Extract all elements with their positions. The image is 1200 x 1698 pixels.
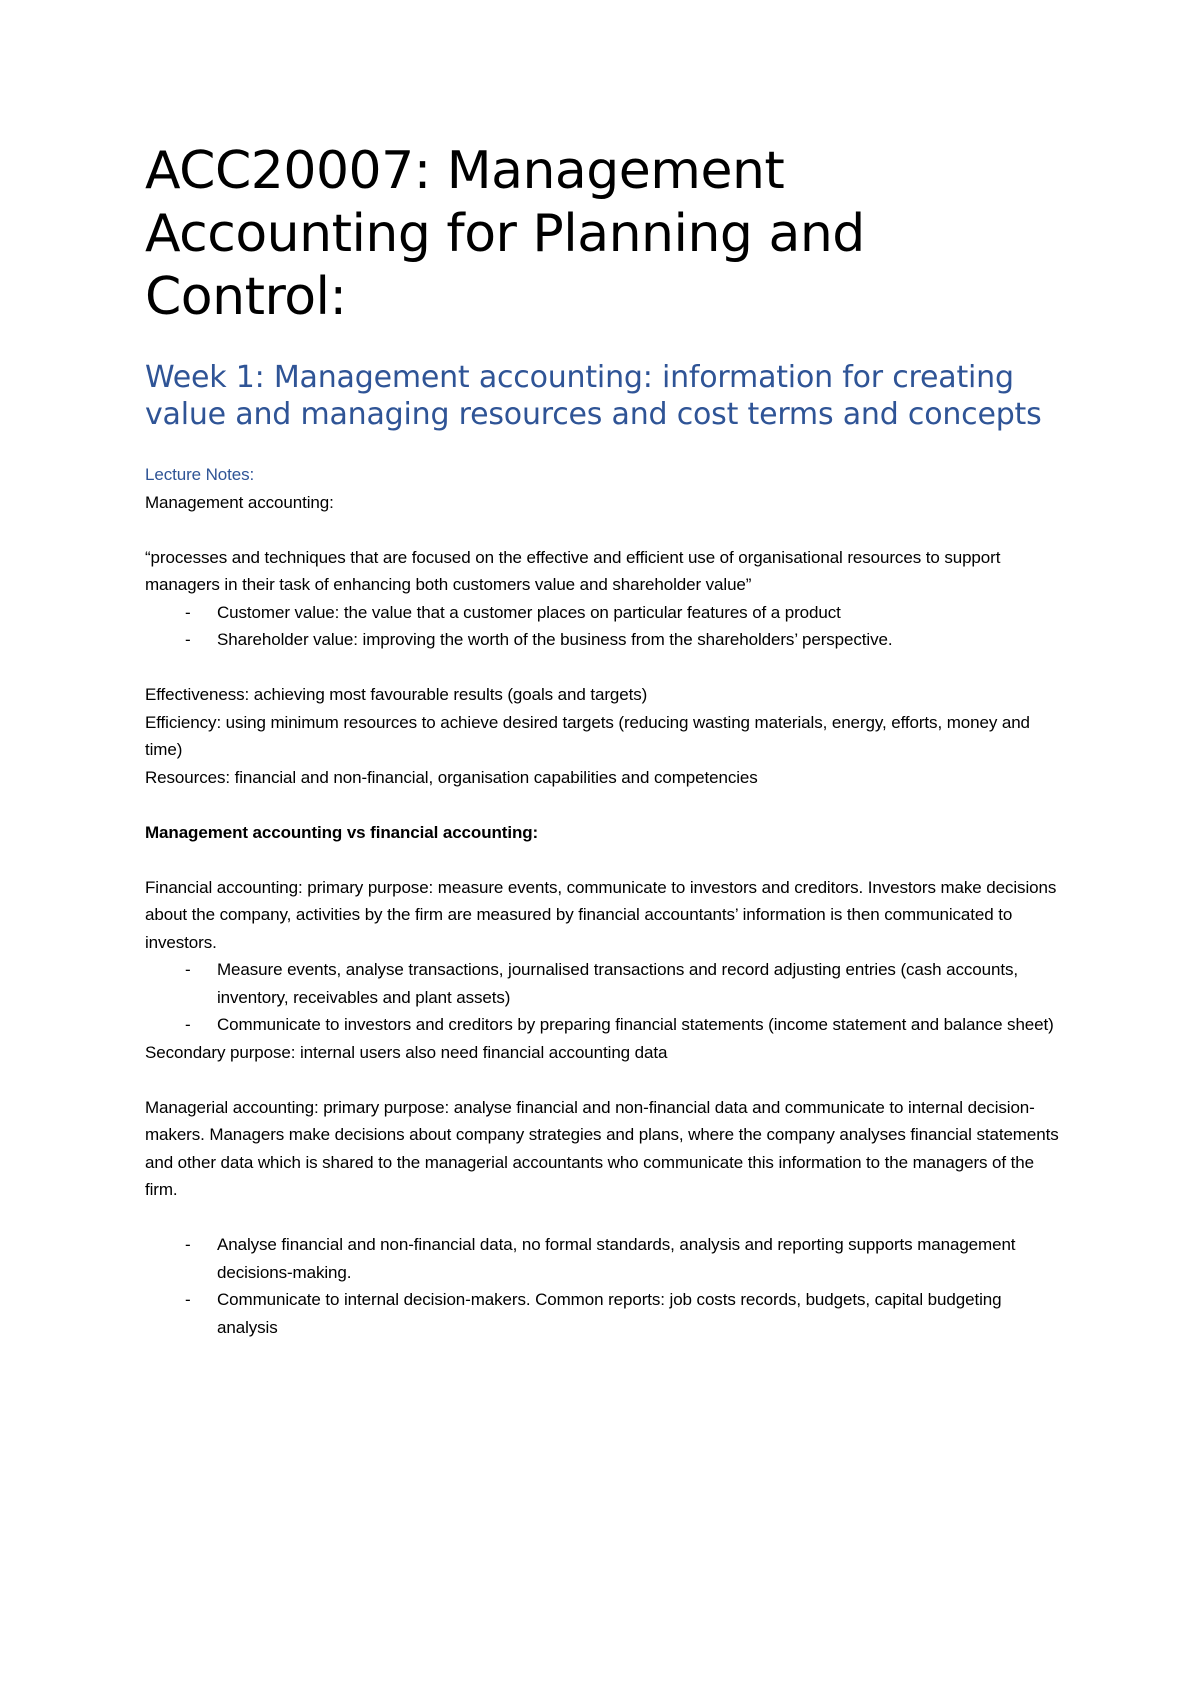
list-item — [145, 626, 1065, 654]
managerial-bullet-list — [145, 1231, 1065, 1341]
list-item-text: Communicate to internal decision-makers. Common reports: job costs records, budgets, capital budgeting analysis — [217, 1290, 1002, 1337]
list-item — [145, 1231, 1065, 1286]
financial-accounting-paragraph: Financial accounting: primary purpose: measure events, communicate to investors and creditors. Investors make decisions about the company, activities by the firm are measured by financial accountants’ information is then communicated to investors. — [145, 877, 1057, 952]
spacer — [145, 791, 1065, 819]
spacer — [145, 516, 1065, 544]
list-item — [145, 599, 1065, 627]
effectiveness-definition: Effectiveness: achieving most favourable results (goals and targets) — [145, 685, 648, 704]
efficiency-definition: Efficiency: using minimum resources to achieve desired targets (reducing wasting materials, energy, efforts, money and time) — [145, 712, 1030, 759]
management-accounting-definition: “processes and techniques that are focused on the effective and efficient use of organisational resources to support managers in their task of enhancing both customers value and shareholder value” — [145, 547, 1001, 594]
document-content — [145, 140, 1065, 1341]
document-body — [145, 461, 1065, 1341]
comparison-heading: Management accounting vs financial accounting: — [145, 822, 539, 842]
list-item-text: Customer value: the value that a customer places on particular features of a product — [217, 602, 841, 622]
list-item-text: Communicate to investors and creditors by preparing financial statements (income statement and balance sheet) — [217, 1015, 1054, 1034]
management-accounting-heading: Management accounting: — [145, 492, 334, 512]
dash-bullet: - — [185, 1015, 191, 1034]
spacer — [145, 846, 1065, 874]
list-item — [145, 956, 1065, 1011]
spacer — [145, 654, 1065, 682]
list-item-text: Analyse financial and non-financial data, no formal standards, analysis and reporting supports management decisions-making. — [217, 1235, 1016, 1282]
value-bullet-list — [145, 599, 1065, 654]
secondary-purpose-line: Secondary purpose: internal users also need financial accounting data — [145, 1042, 668, 1062]
lecture-notes-label: Lecture Notes: — [145, 465, 255, 484]
resources-definition: Resources: financial and non-financial, organisation capabilities and competencies — [145, 767, 758, 787]
spacer — [145, 1066, 1065, 1094]
dash-bullet: - — [185, 1290, 191, 1309]
list-item — [145, 1011, 1065, 1039]
list-item — [145, 1286, 1065, 1341]
spacer — [145, 1204, 1065, 1232]
dash-bullet: - — [185, 960, 191, 979]
week-heading: Week 1: Management accounting: information for creating value and managing resources and cost terms and concepts — [145, 360, 1042, 432]
list-item-text: Measure events, analyse transactions, journalised transactions and record adjusting entries (cash accounts, inventory, receivables and plant assets) — [217, 960, 1019, 1007]
dash-bullet: - — [185, 1235, 191, 1254]
managerial-accounting-paragraph: Managerial accounting: primary purpose: analyse financial and non-financial data and communicate to internal decision-makers. Managers make decisions about company strategies and plans, where the company analyses financial statements and other data which is shared to the managerial accountants who communicate this information to the managers of the firm. — [145, 1097, 1059, 1199]
document-title: ACC20007: Management Accounting for Planning and Control: — [145, 141, 865, 327]
financial-bullet-list — [145, 956, 1065, 1039]
list-item-text: Shareholder value: improving the worth of the business from the shareholders’ perspective. — [217, 630, 893, 649]
dash-bullet: - — [185, 602, 191, 622]
dash-bullet: - — [185, 630, 191, 649]
